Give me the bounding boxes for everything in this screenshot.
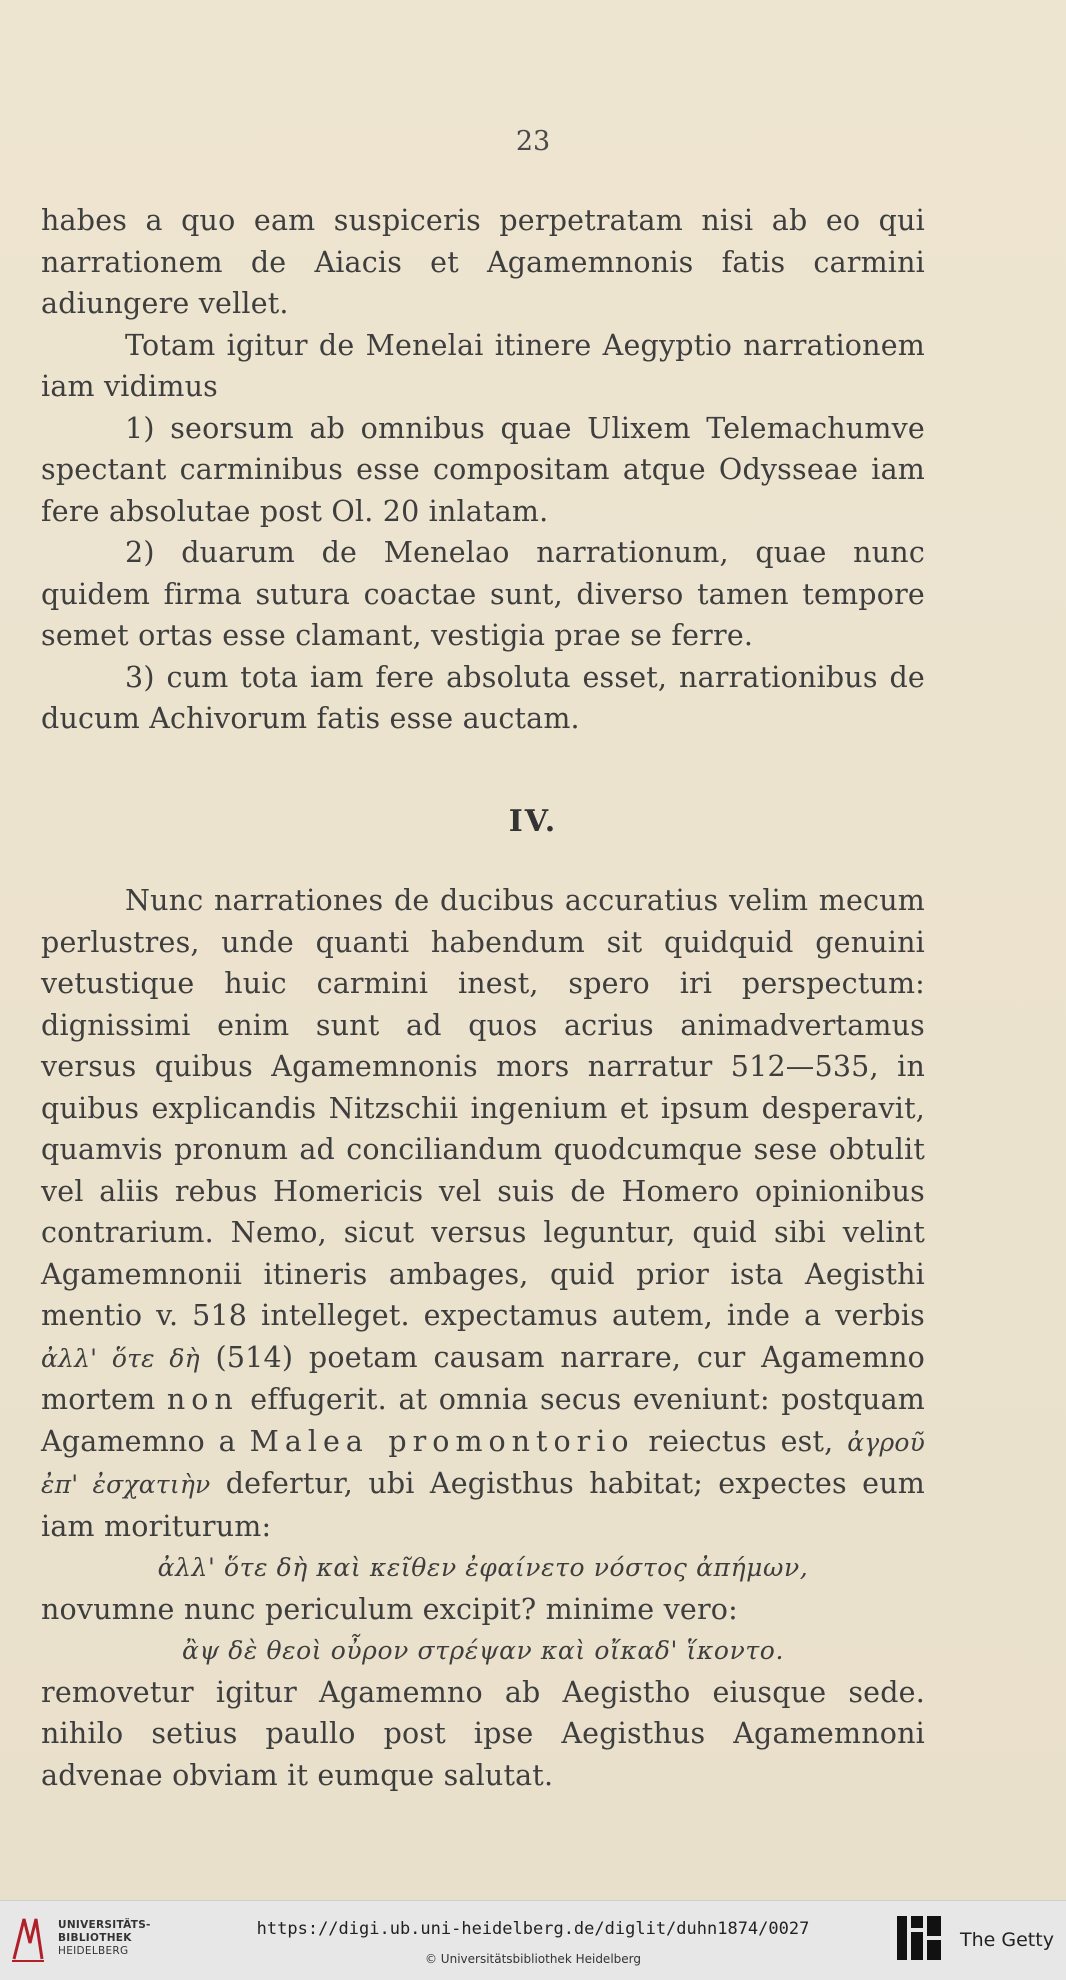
text-block-section-iv — [41, 880, 925, 1796]
viewer-footer — [0, 1900, 1066, 1980]
text-span: Nunc narrationes de ducibus accuratius velim mecum perlustres, unde quanti habendum sit quidquid genuini vetustique huic carmini inest, spero iri perspectum: dignissimi enim sunt ad quos acrius animadvertamus versus quibus Agamemnonis mors narratur 512—535, in quibus explicandis Nitzschii ingenium et ipsum desperavit, quamvis pronum ad conciliandum quodcumque sese obtulit vel aliis rebus Homericis vel suis de Homero opinionibus contrarium. Nemo, sicut versus leguntur, quid sibi velint Agamemnonii itineris ambages, quid prior ista Aegisthi mentio v. 518 intelleget. expectamus autem, inde a verbis — [41, 884, 925, 1332]
list-item: 2) duarum de Menelao narrationum, quae nunc quidem firma sutura coactae sunt, diverso tamen tempore semet ortas esse clamant, vestigia prae se ferre. — [41, 536, 925, 652]
partner-name: The Getty — [960, 1929, 1054, 1951]
emphasized-word: non — [166, 1383, 239, 1416]
copyright-notice: © Universitätsbibliothek Heidelberg — [424, 1952, 641, 1966]
greek-phrase: ἀλλ' ὅτε δὴ — [41, 1343, 200, 1373]
summary-list — [41, 408, 925, 740]
section-heading: IV. — [508, 804, 558, 839]
text-span: (514) poetam causam narrare, cur Agamemno mortem — [41, 1340, 925, 1416]
library-name-line: BIBLIOTHEK — [58, 1932, 132, 1944]
library-name-line: HEIDELBERG — [58, 1945, 129, 1957]
paragraph-continuation: removetur igitur Agamemno ab Aegistho eiusque sede. nihilo setius paullo post ipse Aegisthus Agamemnoni advenae obviam it eumque salutat. — [41, 1675, 925, 1792]
library-name-line: UNIVERSITÄTS- — [58, 1919, 151, 1931]
list-item: 1) seorsum ab omnibus quae Ulixem Telemachumve spectant carminibus esse compositam atque Odysseae iam fere absolutae post Ol. 20 inlatam. — [41, 411, 925, 528]
greek-quotation: ἂψ δὲ θεοὶ οὖρον στρέψαν καὶ οἴκαδ' ἵκοντο. — [182, 1636, 784, 1665]
text-span: reiectus est, — [648, 1424, 834, 1458]
greek-quotation: ἀλλ' ὅτε δὴ καὶ κεῖθεν ἐφαίνετο νόστος ἀπήμων, — [157, 1553, 809, 1582]
permalink-url[interactable]: https://digi.ub.uni-heidelberg.de/diglit/duhn1874/0027 — [256, 1919, 810, 1939]
getty-logo-icon — [895, 1914, 943, 1964]
paragraph-continuation: novumne nunc periculum excipit? minime vero: — [41, 1592, 738, 1626]
text-span: effugerit. at omnia secus eveniunt: postquam Agamemno a — [41, 1383, 925, 1458]
paragraph-main — [41, 880, 925, 1547]
paragraph-continuation: habes a quo eam suspiceris perpetratam nisi ab eo qui narrationem de Aiacis et Agamemnonis fatis carmini adiungere vellet. — [41, 204, 925, 320]
paragraph-summary-intro: Totam igitur de Menelai itinere Aegyptio narrationem iam vidimus — [41, 328, 925, 403]
text-span: defertur, ubi Aegisthus habitat; expectes eum iam moriturum: — [41, 1467, 926, 1543]
greek-phrase: ἀγροῦ ἐπ' ἐσχατιὴν — [41, 1427, 925, 1499]
text-block-top — [41, 200, 925, 740]
list-item: 3) cum tota iam fere absoluta esset, narrationibus de ducum Achivorum fatis esse auctam. — [41, 660, 925, 735]
emphasized-phrase: Malea promontorio — [249, 1424, 635, 1458]
page-number: 23 — [515, 126, 551, 157]
